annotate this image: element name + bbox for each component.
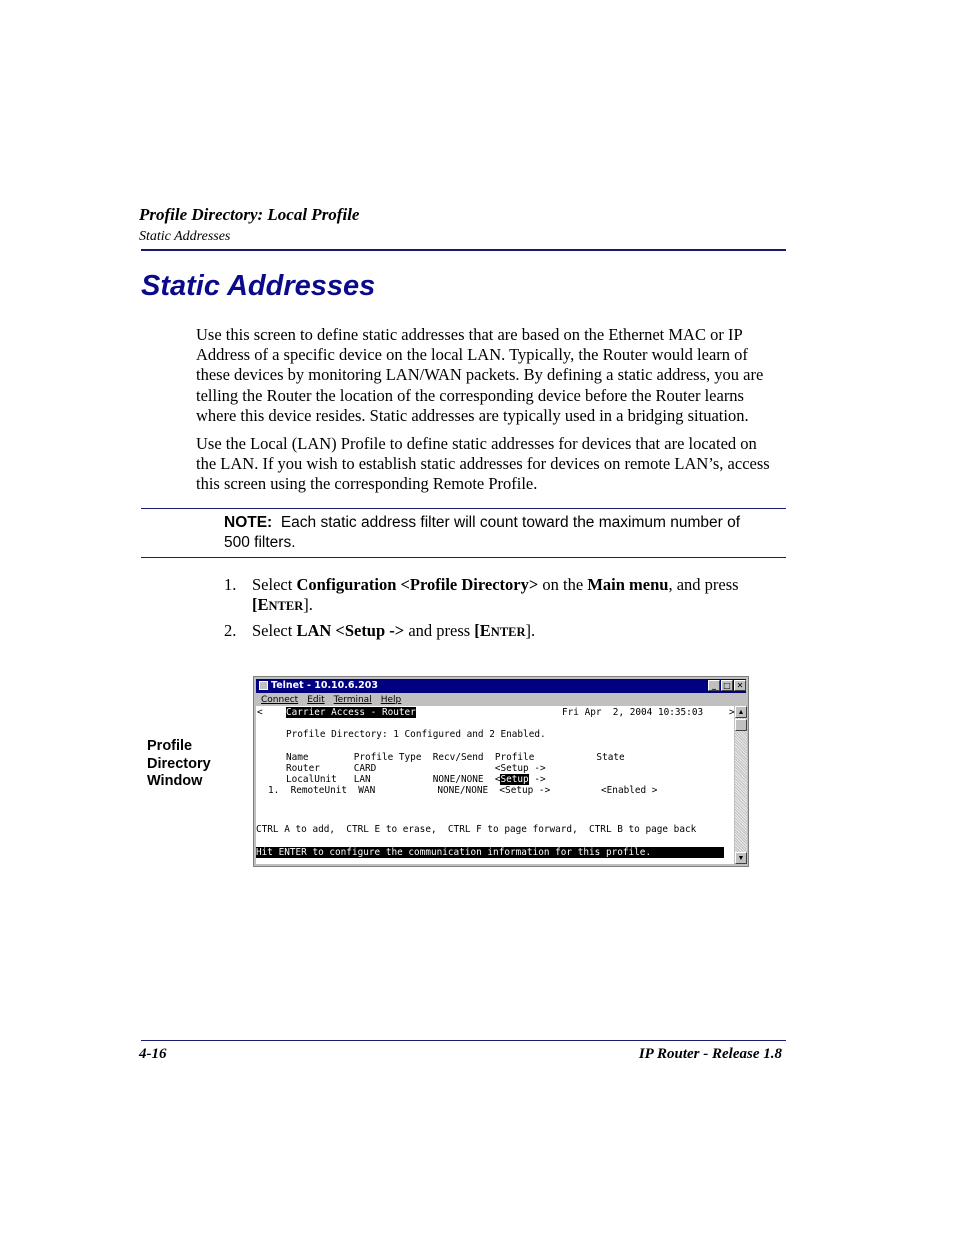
- step-text: , and press: [668, 575, 739, 594]
- terminal-row-localunit: [286, 774, 546, 785]
- menu-connect[interactable]: Connect: [261, 695, 299, 705]
- paragraph-2: [196, 434, 786, 495]
- footer-product: IP Router - Release 1.8: [638, 1046, 782, 1062]
- paragraph-line: Use the Local (LAN) Profile to define static addresses for devices that are located on: [196, 434, 757, 453]
- step-2: [252, 621, 772, 642]
- key-close: ].: [525, 621, 536, 640]
- header-rule: [141, 249, 786, 251]
- note-bottom-rule: [141, 557, 786, 558]
- terminal-row-router: Router CARD <Setup ->: [286, 763, 546, 774]
- key-smallcaps: NTER: [268, 599, 304, 613]
- terminal-status-line: Hit ENTER to configure the communication information for this profile.: [256, 847, 724, 858]
- step-number: 2.: [224, 621, 237, 640]
- telnet-app-icon: [259, 681, 268, 690]
- terminal-app-name: Carrier Access - Router: [286, 707, 416, 718]
- section-title: Static Addresses: [141, 270, 376, 302]
- step-bold: Configuration <Profile Directory>: [296, 575, 539, 594]
- terminal-text: LocalUnit LAN NONE/NONE <: [286, 774, 501, 785]
- paragraph-1: [196, 325, 786, 426]
- close-button[interactable]: ✕: [734, 680, 746, 691]
- terminal-help-line: CTRL A to add, CTRL E to erase, CTRL F to page forward, CTRL B to page back: [256, 824, 697, 835]
- note-line-2: 500 filters.: [224, 534, 296, 551]
- terminal-text: >: [729, 707, 735, 718]
- step-1: [252, 575, 772, 616]
- note-top-rule: [141, 508, 786, 509]
- step-text: Select: [252, 621, 297, 640]
- key-close: ].: [303, 595, 313, 614]
- running-header-title: Profile Directory: Local Profile: [139, 205, 360, 224]
- figure-label-line: Directory: [147, 755, 211, 772]
- figure-label-line: Profile: [147, 738, 193, 754]
- paragraph-line: where this device resides. Static addresses are typically used in a bridging situation.: [196, 405, 749, 425]
- note-label: NOTE:: [224, 514, 273, 531]
- menu-edit[interactable]: Edit: [307, 695, 325, 705]
- scroll-down-arrow-icon[interactable]: ▼: [735, 852, 747, 864]
- step-bold: LAN <Setup ->: [296, 621, 405, 640]
- page-number: 4-16: [139, 1046, 167, 1062]
- terminal-column-headers: Name Profile Type Recv/Send Profile State: [286, 752, 625, 763]
- key-smallcaps: NTER: [490, 625, 526, 639]
- paragraph-line: this screen using the corresponding Remote Profile.: [196, 474, 538, 494]
- figure-label: [147, 738, 211, 791]
- step-number: 1.: [224, 575, 237, 594]
- scroll-up-arrow-icon[interactable]: ▲: [735, 706, 747, 718]
- footer-rule: [141, 1040, 786, 1041]
- terminal-text: ->: [528, 774, 546, 785]
- vertical-scrollbar[interactable]: [735, 706, 747, 864]
- running-header-subtitle: Static Addresses: [139, 229, 231, 244]
- note-text: Each static address filter will count toward the maximum number of: [280, 514, 741, 531]
- key-open: [E: [474, 621, 491, 640]
- paragraph-line: these devices by monitoring LAN/WAN packets. By defining a static address, you are: [196, 365, 764, 385]
- terminal-screen[interactable]: [256, 706, 734, 864]
- terminal-summary: Profile Directory: 1 Configured and 2 Enabled.: [286, 729, 546, 740]
- terminal-datetime: Fri Apr 2, 2004 10:35:03: [562, 707, 704, 718]
- telnet-window: [253, 676, 749, 867]
- menu-bar: [256, 694, 746, 706]
- key-open: [E: [252, 595, 269, 614]
- step-text: Select: [252, 575, 297, 594]
- maximize-button[interactable]: □: [721, 680, 733, 691]
- minimize-button[interactable]: _: [708, 680, 720, 691]
- window-title: Telnet - 10.10.6.203: [271, 680, 378, 691]
- note-line-1: [224, 513, 789, 533]
- paragraph-line: telling the Router the location of the corresponding device before the Router learns: [196, 385, 744, 405]
- window-titlebar: [256, 679, 746, 693]
- step-bold: Main menu: [587, 575, 669, 594]
- terminal-text: <: [257, 707, 263, 718]
- scroll-thumb[interactable]: [735, 719, 747, 731]
- note-box: [224, 513, 789, 553]
- menu-terminal[interactable]: Terminal: [333, 695, 372, 705]
- figure-label-line: Window: [147, 773, 203, 789]
- selected-setup-field[interactable]: Setup: [500, 774, 529, 785]
- terminal-row-remoteunit: 1. RemoteUnit WAN NONE/NONE <Setup -> <Enabled >: [268, 785, 658, 796]
- paragraph-line: Use this screen to define static addresses that are based on the Ethernet MAC or IP: [196, 325, 743, 344]
- menu-help[interactable]: Help: [380, 695, 402, 705]
- paragraph-line: the LAN. If you wish to establish static addresses for devices on remote LAN’s, access: [196, 454, 770, 474]
- step-text: and press: [404, 621, 475, 640]
- step-text: on the: [538, 575, 588, 594]
- paragraph-line: Address of a specific device on the local LAN. Typically, the Router would learn of: [196, 345, 748, 365]
